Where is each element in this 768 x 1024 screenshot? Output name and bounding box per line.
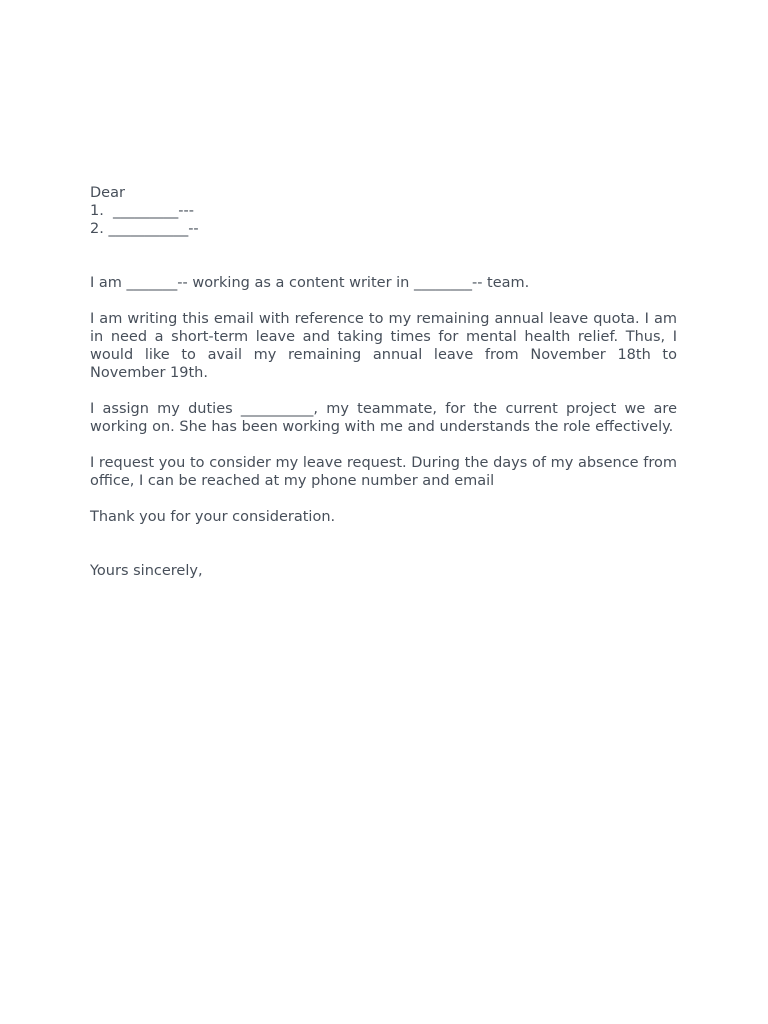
leave-request-paragraph: I am writing this email with reference to my remaining annual leave quota. I am in need a short-term leave and taking times for mental health relief. Thus, I would like to avail my remaining annual leave from November 18th to November 19th. <box>90 311 677 381</box>
closing: Yours sincerely, <box>90 563 203 579</box>
recipient-line-2: 2. ___________-- <box>90 221 199 237</box>
intro-paragraph: I am _______-- working as a content writer in ________-- team. <box>90 275 530 291</box>
contact-paragraph: I request you to consider my leave request. During the days of my absence from office, I can be reached at my phone number and email <box>90 455 677 489</box>
thanks-paragraph: Thank you for your consideration. <box>90 509 336 525</box>
duties-paragraph: I assign my duties __________, my teammate, for the current project we are working on. She has been working with me and understands the role effectively. <box>90 401 677 435</box>
recipient-line-1: 1. _________--- <box>90 203 194 219</box>
salutation: Dear <box>90 185 125 201</box>
letter-body <box>90 184 677 580</box>
